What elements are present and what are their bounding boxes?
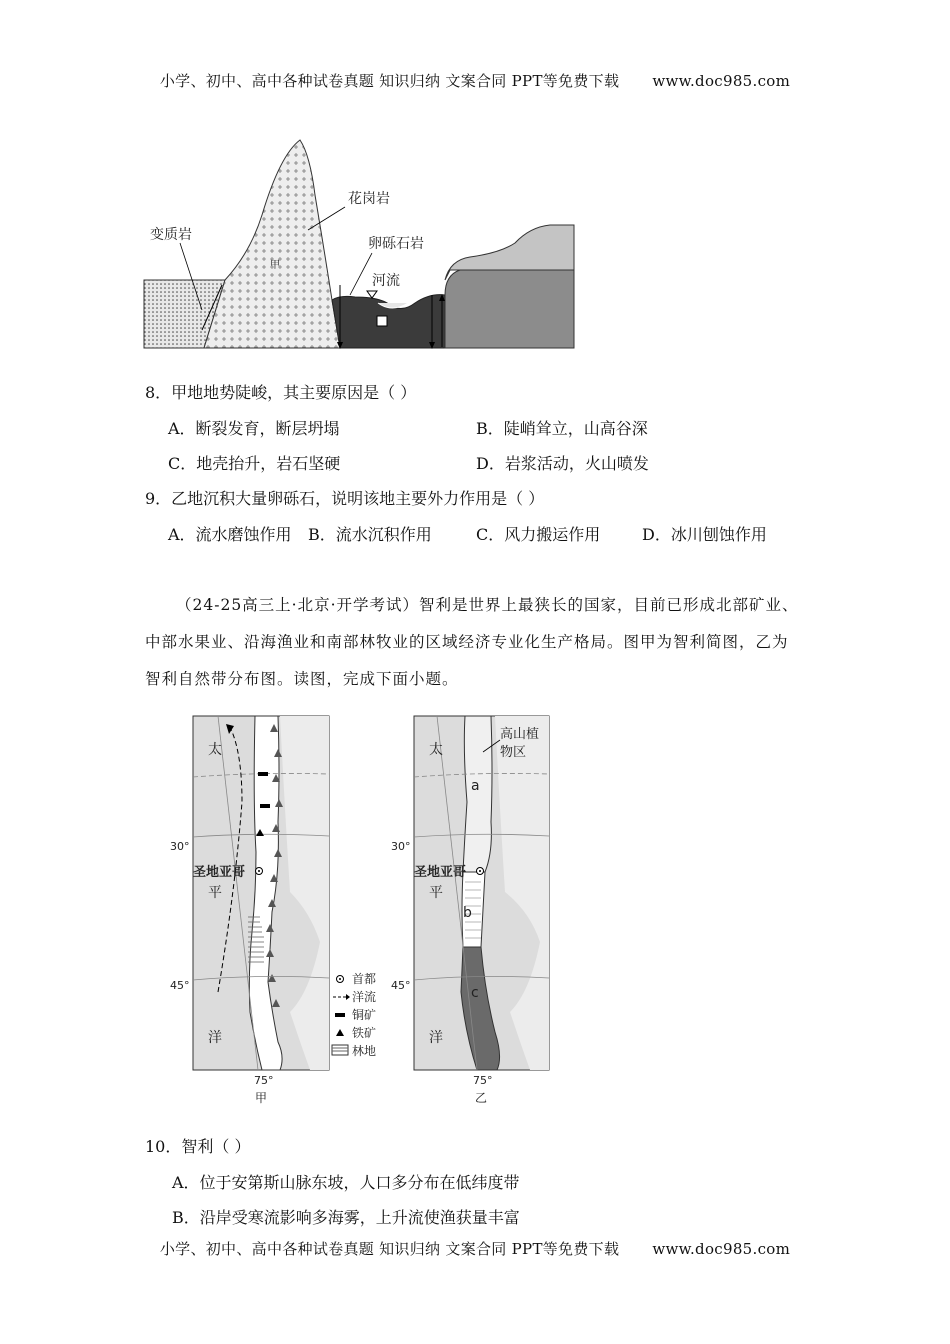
lon-75-label: 75° (473, 1074, 493, 1087)
conglomerate-basin (332, 295, 445, 348)
page-header (0, 70, 950, 91)
svg-text:铜矿: 铜矿 (352, 1008, 377, 1022)
capital-label: 圣地亚哥 (193, 865, 246, 880)
svg-text:铁矿: 铁矿 (352, 1026, 377, 1040)
zone-label-b: b (463, 905, 472, 921)
map-legend (332, 971, 376, 1058)
capital-label: 圣地亚哥 (414, 865, 467, 880)
chile-map-yi (385, 712, 565, 1110)
q10-option-b[interactable]: B．沿岸受寒流影响多海雾，上升流使渔获量丰富 (172, 1208, 520, 1227)
q9-stem: 9．乙地沉积大量卵砾石，说明该地主要外力作用是（ ） (145, 489, 545, 508)
zone-label-c: c (471, 985, 479, 1001)
alpine-label-1: 高山植 (500, 727, 540, 742)
q9-option-a[interactable]: A．流水磨蚀作用 (168, 525, 292, 544)
q9-option-c[interactable]: C．风力搬运作用 (476, 525, 601, 544)
passage-line-3: 智利自然带分布图。读图，完成下面小题。 (145, 670, 459, 688)
label-jia: 甲 (270, 260, 280, 271)
passage-line-2: 中部水果业、沿海渔业和南部林牧业的区域经济专业化生产格局。图甲为智利简图，乙为 (145, 633, 789, 651)
ocean-label-yang: 洋 (429, 1030, 443, 1046)
ocean-label-tai: 太 (429, 742, 443, 758)
svg-text:首都: 首都 (352, 972, 377, 986)
q9-option-d[interactable]: D．冰川刨蚀作用 (642, 525, 767, 544)
label-granite: 花岗岩 (348, 191, 390, 207)
map-caption-jia: 甲 (255, 1091, 268, 1105)
lat-45-label: 45° (391, 979, 411, 992)
lat-30-label: 30° (170, 840, 190, 853)
ocean-label-yang: 洋 (208, 1030, 222, 1046)
ocean-label-ping: 平 (429, 885, 443, 901)
q8-stem: 8．甲地地势陡峻，其主要原因是（ ） (145, 383, 417, 402)
chile-map-jia (160, 712, 400, 1110)
lat-45-label: 45° (170, 979, 190, 992)
footer-text: 小学、初中、高中各种试卷真题 知识归纳 文案合同 PPT等免费下载 (159, 1240, 620, 1258)
ocean-label-ping: 平 (208, 885, 222, 901)
passage-line-1: （24-25高三上·北京·开学考试）智利是世界上最狭长的国家，目前已形成北部矿业、 (176, 596, 799, 614)
rock-cross-section-diagram (140, 135, 580, 355)
q8-option-c[interactable]: C．地壳抬升，岩石坚硬 (168, 454, 341, 473)
granite-peak (204, 140, 340, 348)
label-conglomerate: 卵砾石岩 (368, 236, 424, 252)
q10-stem: 10．智利（ ） (145, 1137, 251, 1156)
lon-75-label: 75° (254, 1074, 274, 1087)
svg-text:洋流: 洋流 (352, 990, 377, 1004)
header-site: www.doc985.com (652, 72, 791, 90)
svg-text:林地: 林地 (352, 1044, 377, 1058)
yi-site-marker (377, 316, 387, 326)
q8-option-a[interactable]: A．断裂发育，断层坍塌 (168, 419, 340, 438)
footer-site: www.doc985.com (652, 1240, 791, 1258)
copper-mine-marker (258, 772, 268, 776)
ocean-label-tai: 太 (208, 742, 222, 758)
label-river: 河流 (372, 273, 400, 289)
page-footer (0, 1238, 950, 1259)
q10-option-a[interactable]: A．位于安第斯山脉东坡，人口多分布在低纬度带 (172, 1173, 520, 1192)
label-metamorphic: 变质岩 (150, 227, 192, 243)
q8-option-d[interactable]: D．岩浆活动，火山喷发 (476, 454, 649, 473)
alpine-label-2: 物区 (500, 745, 527, 760)
lat-30-label: 30° (391, 840, 411, 853)
map-caption-yi: 乙 (475, 1091, 488, 1105)
copper-mine-marker (260, 804, 270, 808)
zone-a (463, 716, 492, 872)
header-text: 小学、初中、高中各种试卷真题 知识归纳 文案合同 PPT等免费下载 (159, 72, 620, 90)
right-rock-block (445, 270, 574, 348)
q8-option-b[interactable]: B．陡峭耸立，山高谷深 (476, 419, 648, 438)
zone-label-a: a (471, 778, 480, 794)
q9-option-b[interactable]: B．流水沉积作用 (308, 525, 432, 544)
